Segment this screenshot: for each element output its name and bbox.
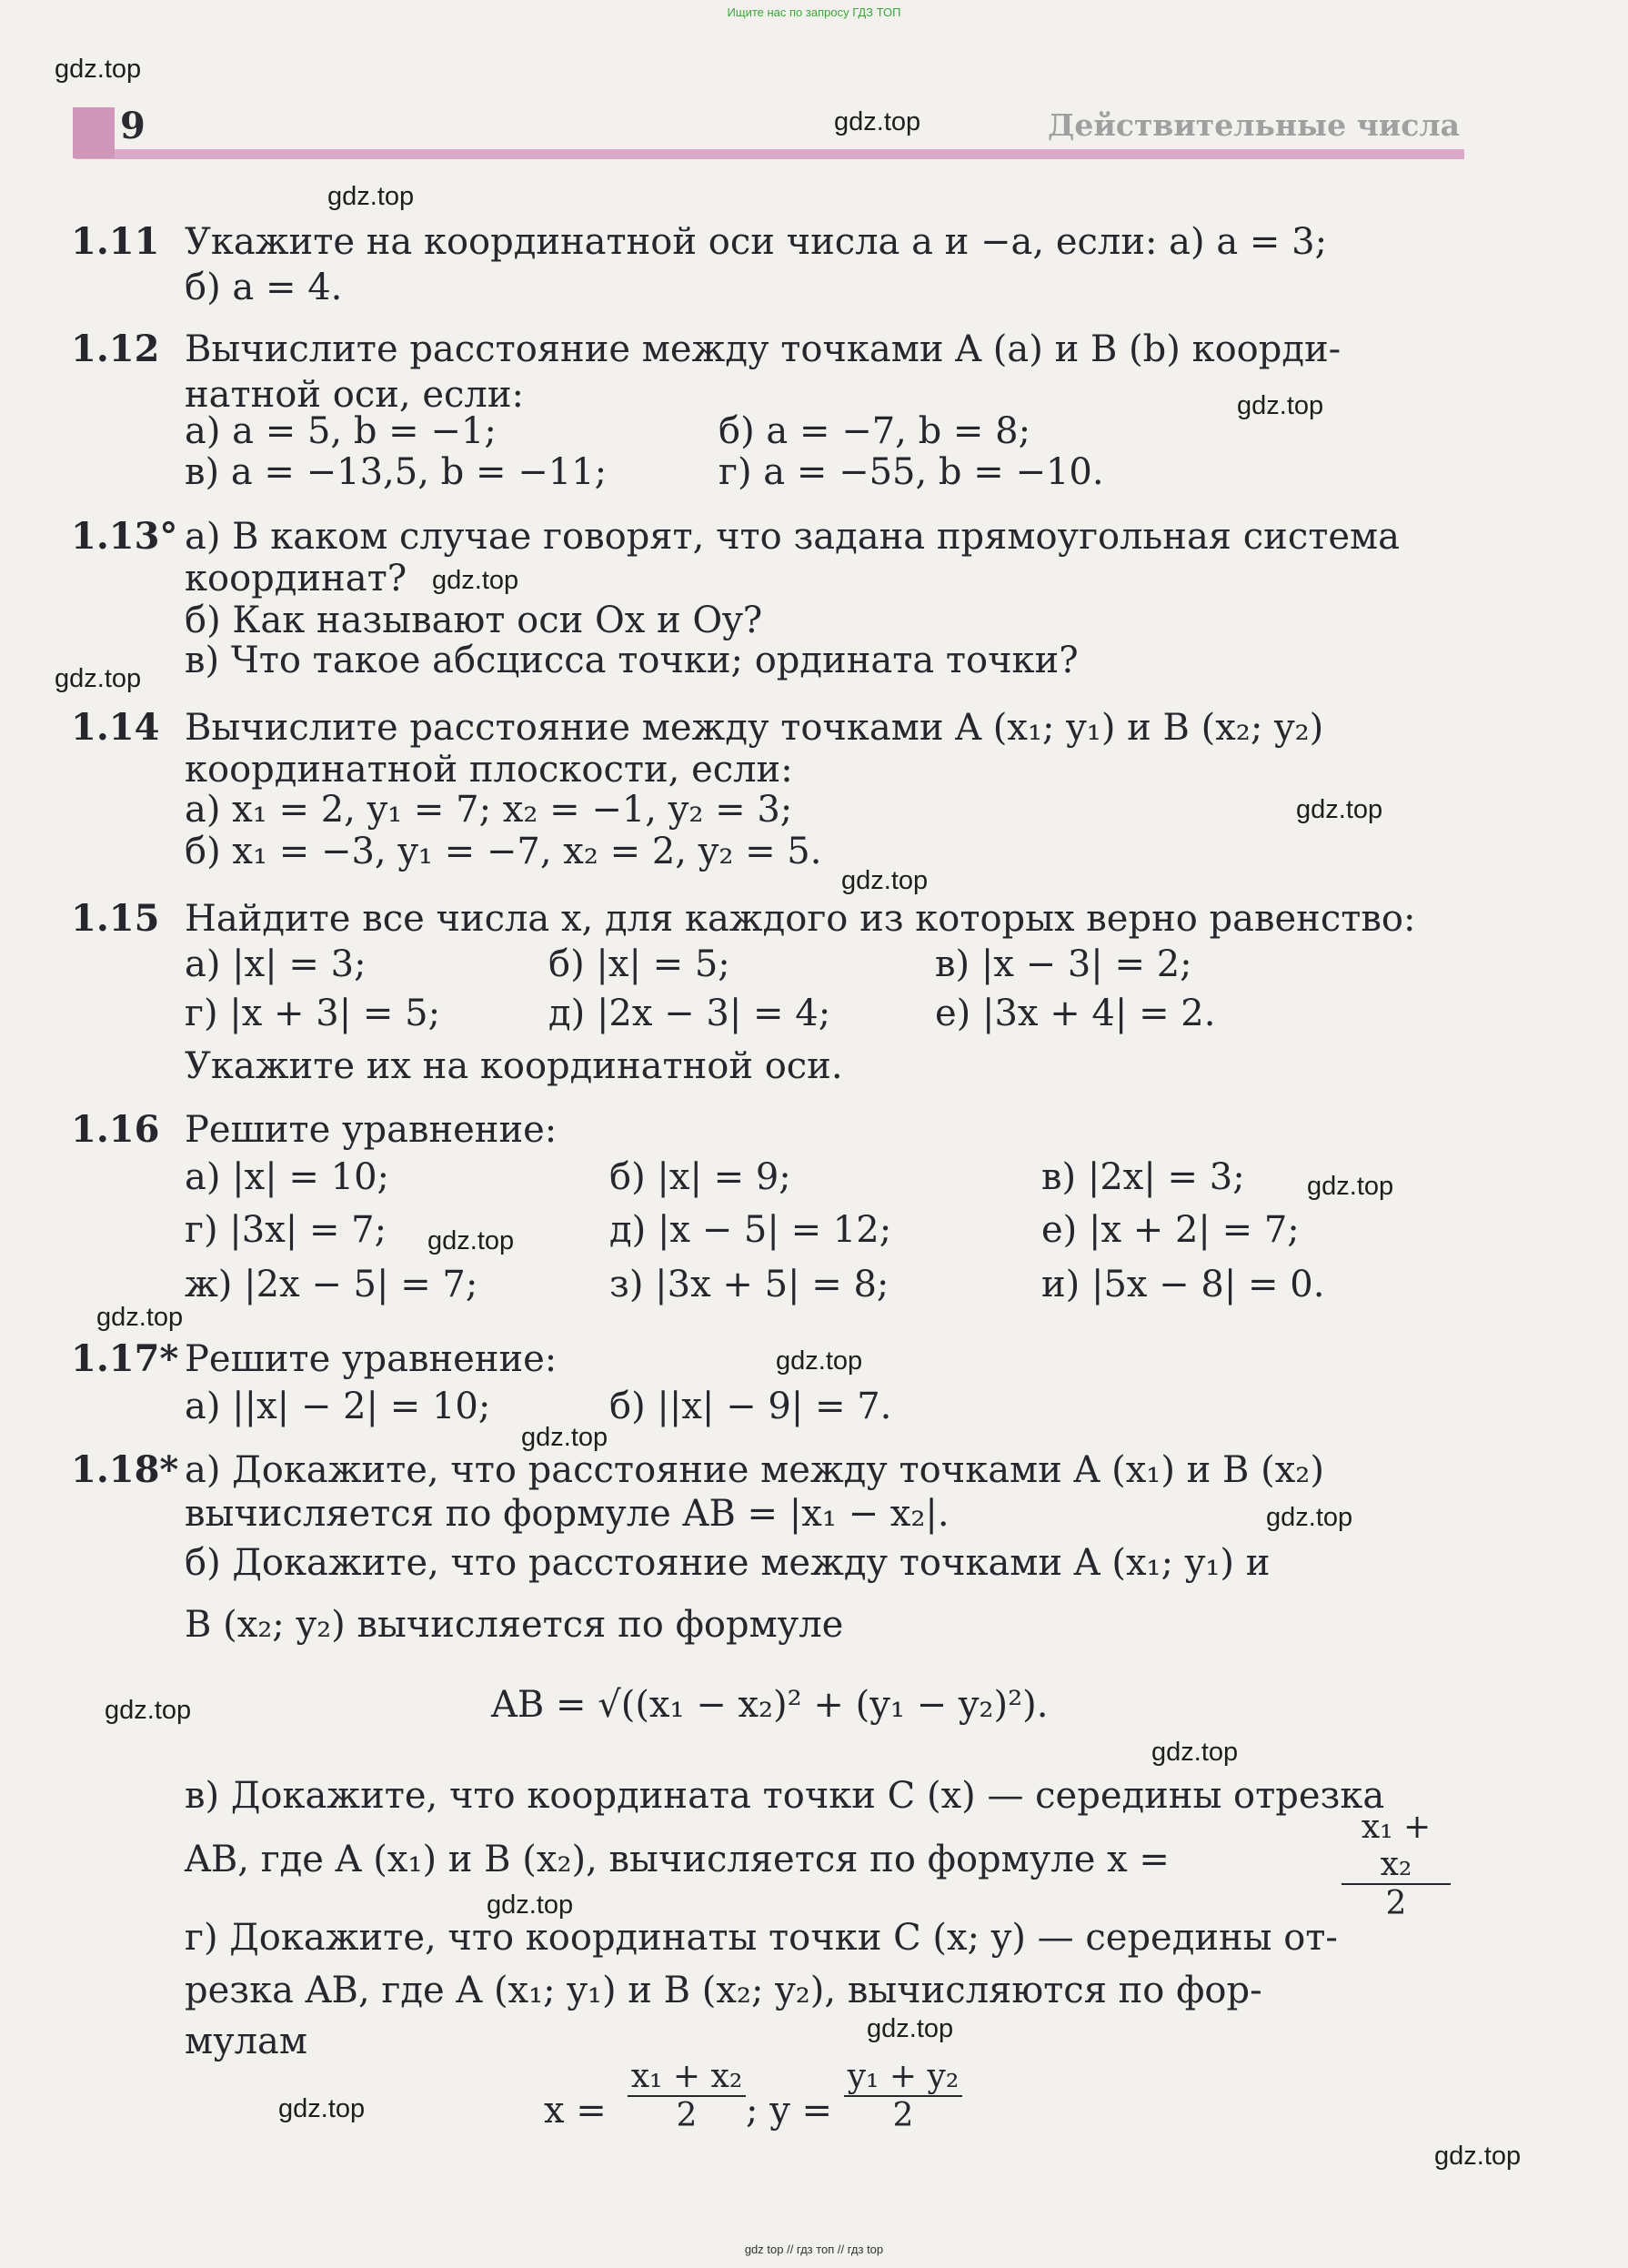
watermark: gdz.top [867,2014,954,2043]
problem-text: координат? [185,558,407,600]
bottom-banner: gdz top // гдз топ // гдз top [744,2243,884,2256]
problem-text: Найдите все числа x, для каждого из которых верно равенство: [185,898,1416,940]
sub-item: а) ||x| − 2| = 10; [185,1386,491,1427]
watermark: gdz.top [1266,1503,1353,1532]
sub-item: и) |5x − 8| = 0. [1041,1264,1325,1305]
header-marker [73,107,115,158]
page-number: 9 [120,105,146,147]
watermark: gdz.top [521,1423,608,1452]
problem-text: Вычислите расстояние между точками A (a) и B (b) коорди- [185,328,1342,370]
sub-item: г) a = −55, b = −10. [719,451,1104,493]
watermark: gdz.top [1434,2142,1522,2171]
problem-text: Решите уравнение: [185,1109,558,1151]
sub-item: б) ||x| − 9| = 7. [609,1386,892,1427]
watermark: gdz.top [841,866,929,895]
formula-y-fraction [844,2058,962,2134]
watermark: gdz.top [776,1346,863,1376]
fraction-denominator: 2 [676,2097,698,2134]
fraction-denominator: 2 [892,2097,914,2134]
problem-text: б) a = 4. [185,267,343,308]
watermark: gdz.top [1296,795,1383,824]
problem-number: 1.13° [71,515,178,558]
watermark: gdz.top [327,182,415,211]
formula-midpoint [1342,1809,1451,1922]
sub-item: а) |x| = 3; [185,943,367,985]
watermark: gdz.top [834,107,921,136]
sub-item: д) |2x − 3| = 4; [548,993,831,1034]
problem-text: б) Докажите, что расстояние между точками A (x₁; y₁) и [185,1542,1271,1584]
sub-item: б) |x| = 5; [548,943,730,985]
problem-text: резка AB, где A (x₁; y₁) и B (x₂; y₂), вычисляются по фор- [185,1970,1262,2011]
formula-label: x = [544,2090,607,2132]
sub-item: а) a = 5, b = −1; [185,410,497,452]
problem-text: координатной плоскости, если: [185,749,793,791]
watermark: gdz.top [432,566,519,595]
watermark: gdz.top [55,55,142,84]
watermark: gdz.top [105,1696,192,1725]
sub-item: з) |3x + 5| = 8; [609,1264,889,1305]
sub-item: е) |x + 2| = 7; [1041,1209,1300,1251]
problem-text: а) Докажите, что расстояние между точками A (x₁) и B (x₂) [185,1449,1324,1491]
problem-text: натной оси, если: [185,374,524,416]
running-head: Действительные числа [1048,107,1460,143]
sub-item: б) a = −7, b = 8; [719,410,1031,452]
header-rule [75,149,1464,159]
formula-x-fraction [628,2058,746,2134]
sub-item: б) x₁ = −3, y₁ = −7, x₂ = 2, y₂ = 5. [185,831,822,872]
sub-item: в) |2x| = 3; [1041,1156,1245,1198]
problem-text: в) Докажите, что координата точки C (x) — середины отрезка [185,1775,1385,1817]
problem-text: в) Что такое абсцисса точки; ордината точки? [185,640,1079,681]
problem-text: б) Как называют оси Ox и Oy? [185,600,763,641]
problem-text: Укажите на координатной оси числа a и −a, если: а) a = 3; [185,221,1328,263]
problem-number: 1.12 [71,328,160,370]
problem-number: 1.11 [71,220,160,263]
problem-text: вычисляется по формуле AB = |x₁ − x₂|. [185,1493,950,1535]
top-banner: Ищите нас по запросу ГДЗ ТОП [727,5,901,19]
problem-number: 1.14 [71,706,160,749]
problem-text: г) Докажите, что координаты точки C (x; y) — середины от- [185,1917,1338,1959]
problem-text: Вычислите расстояние между точками A (x₁; y₁) и B (x₂; y₂) [185,707,1324,749]
formula-distance: AB = √((x₁ − x₂)² + (y₁ − y₂)²). [491,1684,1049,1726]
sub-item: д) |x − 5| = 12; [609,1209,892,1251]
sub-item: г) |3x| = 7; [185,1209,387,1251]
fraction-numerator: y₁ + y₂ [844,2058,962,2097]
watermark: gdz.top [96,1303,184,1332]
sub-item: а) x₁ = 2, y₁ = 7; x₂ = −1, y₂ = 3; [185,789,793,831]
problem-text: Укажите их на координатной оси. [185,1045,843,1087]
problem-text: Решите уравнение: [185,1338,558,1380]
problem-number: 1.18* [71,1448,179,1491]
sub-item: ж) |2x − 5| = 7; [185,1264,478,1305]
fraction-numerator: x₁ + x₂ [1342,1809,1451,1885]
problem-text: мулам [185,2021,308,2062]
sub-item: в) a = −13,5, b = −11; [185,451,608,493]
sub-item: а) |x| = 10; [185,1156,389,1198]
watermark: gdz.top [1237,391,1324,420]
problem-number: 1.16 [71,1108,160,1151]
fraction-denominator: 2 [1385,1885,1407,1922]
sub-item: е) |3x + 4| = 2. [935,993,1216,1034]
problem-number: 1.15 [71,897,160,940]
problem-number: 1.17* [71,1337,179,1380]
problem-text: а) В каком случае говорят, что задана прямоугольная система [185,516,1400,558]
sub-item: б) |x| = 9; [609,1156,791,1198]
sub-item: г) |x + 3| = 5; [185,993,441,1034]
problem-text: AB, где A (x₁) и B (x₂), вычисляется по формуле x = [185,1839,1170,1880]
formula-label: ; y = [746,2090,833,2132]
watermark: gdz.top [487,1890,574,1920]
sub-item: в) |x − 3| = 2; [935,943,1192,985]
watermark: gdz.top [427,1226,515,1255]
watermark: gdz.top [1151,1738,1239,1767]
watermark: gdz.top [1307,1172,1394,1201]
fraction-numerator: x₁ + x₂ [628,2058,746,2097]
problem-text: B (x₂; y₂) вычисляется по формуле [185,1604,844,1646]
watermark: gdz.top [55,664,142,693]
watermark: gdz.top [278,2094,366,2123]
